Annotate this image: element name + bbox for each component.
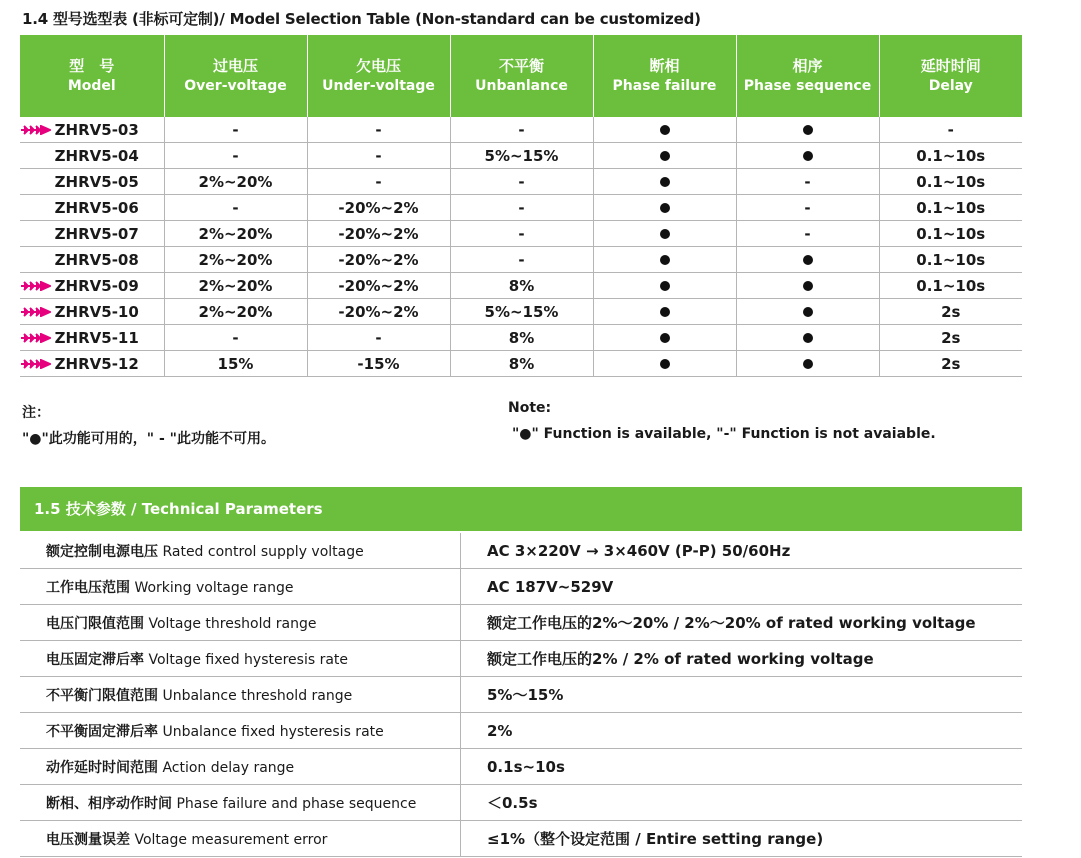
cell-phase-sequence xyxy=(736,299,879,325)
param-value: 5%～15% xyxy=(461,677,1023,713)
cell-over: 2%~20% xyxy=(164,169,307,195)
param-value: 额定工作电压的2% / 2% of rated working voltage xyxy=(461,641,1023,677)
param-value: AC 187V~529V xyxy=(461,569,1023,605)
available-dot-icon xyxy=(803,307,813,317)
cell-delay: 0.1~10s xyxy=(879,143,1022,169)
column-header-zh: 断相 xyxy=(649,57,680,75)
model-label: ZHRV5-12 xyxy=(54,354,139,373)
column-header-zh: 延时时间 xyxy=(920,57,981,75)
cell-under: -20%~2% xyxy=(307,247,450,273)
table-header-row xyxy=(20,35,1022,117)
available-dot-icon xyxy=(803,125,813,135)
param-name-zh: 动作延时时间范围 xyxy=(46,759,158,776)
param-name-en: Phase failure and phase sequence xyxy=(176,795,417,812)
available-dot-icon xyxy=(660,255,670,265)
highlight-arrow-icon xyxy=(21,359,51,369)
column-header xyxy=(879,35,1022,117)
param-name-en: Unbalance fixed hysteresis rate xyxy=(162,723,384,740)
cell-under: - xyxy=(307,143,450,169)
table-row xyxy=(20,117,1022,143)
model-label: ZHRV5-03 xyxy=(54,120,139,139)
param-name xyxy=(20,533,461,569)
highlight-arrow-icon xyxy=(21,333,51,343)
table-row xyxy=(20,143,1022,169)
param-name-en: Rated control supply voltage xyxy=(162,543,364,560)
param-name xyxy=(20,713,461,749)
cell-over: 2%~20% xyxy=(164,299,307,325)
cell-over: 15% xyxy=(164,351,307,377)
model-label: ZHRV5-06 xyxy=(54,198,139,217)
model-label: ZHRV5-11 xyxy=(54,328,139,347)
cell-unbal: - xyxy=(450,169,593,195)
cell-over: - xyxy=(164,143,307,169)
param-name xyxy=(20,569,461,605)
section-title-technical-parameters: 1.5 技术参数 / Technical Parameters xyxy=(20,487,1022,531)
cell-phase-sequence xyxy=(736,247,879,273)
cell-under: -20%~2% xyxy=(307,195,450,221)
param-value: ＜0.5s xyxy=(461,785,1023,821)
available-dot-icon xyxy=(660,229,670,239)
cell-unbal: 5%~15% xyxy=(450,299,593,325)
cell-delay: 0.1~10s xyxy=(879,169,1022,195)
model-label: ZHRV5-10 xyxy=(54,302,139,321)
cell-phase-sequence: - xyxy=(736,169,879,195)
column-header-en: Phase failure xyxy=(612,78,717,94)
available-dot-icon xyxy=(803,281,813,291)
cell-under: - xyxy=(307,117,450,143)
param-value: 额定工作电压的2%～20% / 2%～20% of rated working voltage xyxy=(461,605,1023,641)
cell-delay: 0.1~10s xyxy=(879,221,1022,247)
param-row xyxy=(20,533,1022,569)
column-header-en: Over-voltage xyxy=(184,78,287,94)
param-row xyxy=(20,821,1022,857)
cell-unbal: - xyxy=(450,221,593,247)
cell-delay: 2s xyxy=(879,299,1022,325)
cell-phase-sequence xyxy=(736,273,879,299)
param-row xyxy=(20,749,1022,785)
model-label: ZHRV5-07 xyxy=(54,224,139,243)
cell-phase-sequence xyxy=(736,143,879,169)
param-name-en: Voltage threshold range xyxy=(148,615,317,632)
column-header-en: Unbanlance xyxy=(475,78,568,94)
available-dot-icon xyxy=(803,151,813,161)
cell-phase-sequence xyxy=(736,325,879,351)
table-row xyxy=(20,299,1022,325)
param-row xyxy=(20,605,1022,641)
model-label: ZHRV5-05 xyxy=(54,172,139,191)
column-header xyxy=(164,35,307,117)
table-row xyxy=(20,273,1022,299)
table-row xyxy=(20,221,1022,247)
cell-over: - xyxy=(164,117,307,143)
note-label-en: Note: xyxy=(508,400,552,416)
cell-phase-failure xyxy=(593,247,736,273)
cell-phase-failure xyxy=(593,195,736,221)
param-name-zh: 工作电压范围 xyxy=(46,579,130,596)
model-cell xyxy=(20,325,164,351)
param-name-en: Working voltage range xyxy=(134,579,294,596)
cell-phase-failure xyxy=(593,169,736,195)
column-header-en: Under-voltage xyxy=(322,78,435,94)
param-row xyxy=(20,677,1022,713)
table-row xyxy=(20,351,1022,377)
cell-delay: 0.1~10s xyxy=(879,247,1022,273)
param-name-zh: 电压门限值范围 xyxy=(46,615,144,632)
highlight-arrow-icon xyxy=(21,281,51,291)
available-dot-icon xyxy=(803,359,813,369)
available-dot-icon xyxy=(660,333,670,343)
technical-parameters-table xyxy=(20,533,1022,857)
table-row xyxy=(20,195,1022,221)
column-header-en: Model xyxy=(67,78,116,94)
highlight-arrow-icon xyxy=(21,307,51,317)
param-name-en: Voltage measurement error xyxy=(134,831,328,848)
param-name-zh: 电压测量误差 xyxy=(46,831,130,848)
cell-phase-failure xyxy=(593,299,736,325)
cell-under: - xyxy=(307,325,450,351)
param-name-en: Voltage fixed hysteresis rate xyxy=(148,651,349,668)
cell-phase-failure xyxy=(593,325,736,351)
note-label-zh: 注： xyxy=(22,405,50,421)
cell-unbal: 8% xyxy=(450,273,593,299)
model-cell xyxy=(20,221,164,247)
available-dot-icon xyxy=(660,151,670,161)
param-value: 2% xyxy=(461,713,1023,749)
param-name-en: Action delay range xyxy=(162,759,295,776)
column-header-en: Delay xyxy=(928,78,973,94)
section-title-model-selection: 1.4 型号选型表 (非标可定制)/ Model Selection Table (Non-standard can be customized) xyxy=(22,10,701,28)
cell-over: 2%~20% xyxy=(164,273,307,299)
param-row xyxy=(20,713,1022,749)
cell-over: 2%~20% xyxy=(164,221,307,247)
column-header-zh: 不平衡 xyxy=(498,57,544,75)
cell-phase-failure xyxy=(593,351,736,377)
available-dot-icon xyxy=(660,125,670,135)
column-header-zh: 相序 xyxy=(792,57,823,75)
model-label: ZHRV5-04 xyxy=(54,146,139,165)
note-text-en: "●" Function is available, "-" Function is not avaiable. xyxy=(512,426,936,442)
available-dot-icon xyxy=(660,359,670,369)
param-name-zh: 断相、相序动作时间 xyxy=(46,795,172,812)
cell-delay: 2s xyxy=(879,351,1022,377)
cell-phase-failure xyxy=(593,143,736,169)
cell-delay: 0.1~10s xyxy=(879,273,1022,299)
model-label: ZHRV5-09 xyxy=(54,276,139,295)
cell-under: -20%~2% xyxy=(307,273,450,299)
cell-over: - xyxy=(164,195,307,221)
model-cell xyxy=(20,169,164,195)
available-dot-icon xyxy=(660,307,670,317)
available-dot-icon xyxy=(803,255,813,265)
cell-unbal: - xyxy=(450,195,593,221)
available-dot-icon xyxy=(803,333,813,343)
note-text-zh: "●"此功能可用的，" - "此功能不可用。 xyxy=(22,431,275,447)
column-header-zh: 欠电压 xyxy=(355,57,401,75)
param-row xyxy=(20,785,1022,821)
model-cell xyxy=(20,143,164,169)
cell-unbal: 8% xyxy=(450,351,593,377)
param-name-en: Unbalance threshold range xyxy=(162,687,353,704)
cell-phase-sequence xyxy=(736,117,879,143)
table-row xyxy=(20,169,1022,195)
column-header xyxy=(736,35,879,117)
cell-under: -15% xyxy=(307,351,450,377)
table-body xyxy=(20,117,1022,377)
column-header-zh: 过电压 xyxy=(212,57,258,75)
cell-delay: 2s xyxy=(879,325,1022,351)
param-name-zh: 不平衡固定滞后率 xyxy=(46,723,158,740)
model-cell xyxy=(20,351,164,377)
model-cell xyxy=(20,273,164,299)
param-name-zh: 电压固定滞后率 xyxy=(46,651,144,668)
cell-unbal: 5%~15% xyxy=(450,143,593,169)
model-cell xyxy=(20,247,164,273)
param-name-zh: 额定控制电源电压 xyxy=(46,543,158,560)
model-label: ZHRV5-08 xyxy=(54,250,139,269)
param-name xyxy=(20,677,461,713)
cell-phase-sequence: - xyxy=(736,221,879,247)
cell-phase-sequence xyxy=(736,351,879,377)
model-cell xyxy=(20,299,164,325)
table-row xyxy=(20,325,1022,351)
column-header-en: Phase sequence xyxy=(743,78,872,94)
param-name xyxy=(20,749,461,785)
column-header-zh: 型 号 xyxy=(69,57,115,75)
highlight-arrow-icon xyxy=(21,125,51,135)
model-selection-table xyxy=(20,35,1022,377)
param-name xyxy=(20,821,461,857)
cell-over: - xyxy=(164,325,307,351)
available-dot-icon xyxy=(660,177,670,187)
cell-phase-sequence: - xyxy=(736,195,879,221)
column-header xyxy=(593,35,736,117)
model-cell xyxy=(20,195,164,221)
table-row xyxy=(20,247,1022,273)
param-value: AC 3×220V → 3×460V (P-P) 50/60Hz xyxy=(461,533,1023,569)
param-name-zh: 不平衡门限值范围 xyxy=(46,687,158,704)
cell-phase-failure xyxy=(593,273,736,299)
available-dot-icon xyxy=(660,281,670,291)
param-value: 0.1s~10s xyxy=(461,749,1023,785)
cell-unbal: - xyxy=(450,247,593,273)
model-cell xyxy=(20,117,164,143)
param-name xyxy=(20,785,461,821)
cell-unbal: - xyxy=(450,117,593,143)
param-value: ≤1%（整个设定范围 / Entire setting range) xyxy=(461,821,1023,857)
cell-under: -20%~2% xyxy=(307,221,450,247)
cell-phase-failure xyxy=(593,117,736,143)
cell-over: 2%~20% xyxy=(164,247,307,273)
param-name xyxy=(20,641,461,677)
param-row xyxy=(20,641,1022,677)
cell-delay: - xyxy=(879,117,1022,143)
column-header xyxy=(307,35,450,117)
column-header xyxy=(450,35,593,117)
column-header xyxy=(20,35,164,117)
cell-phase-failure xyxy=(593,221,736,247)
cell-delay: 0.1~10s xyxy=(879,195,1022,221)
param-name xyxy=(20,605,461,641)
cell-unbal: 8% xyxy=(450,325,593,351)
cell-under: - xyxy=(307,169,450,195)
available-dot-icon xyxy=(660,203,670,213)
param-row xyxy=(20,569,1022,605)
cell-under: -20%~2% xyxy=(307,299,450,325)
